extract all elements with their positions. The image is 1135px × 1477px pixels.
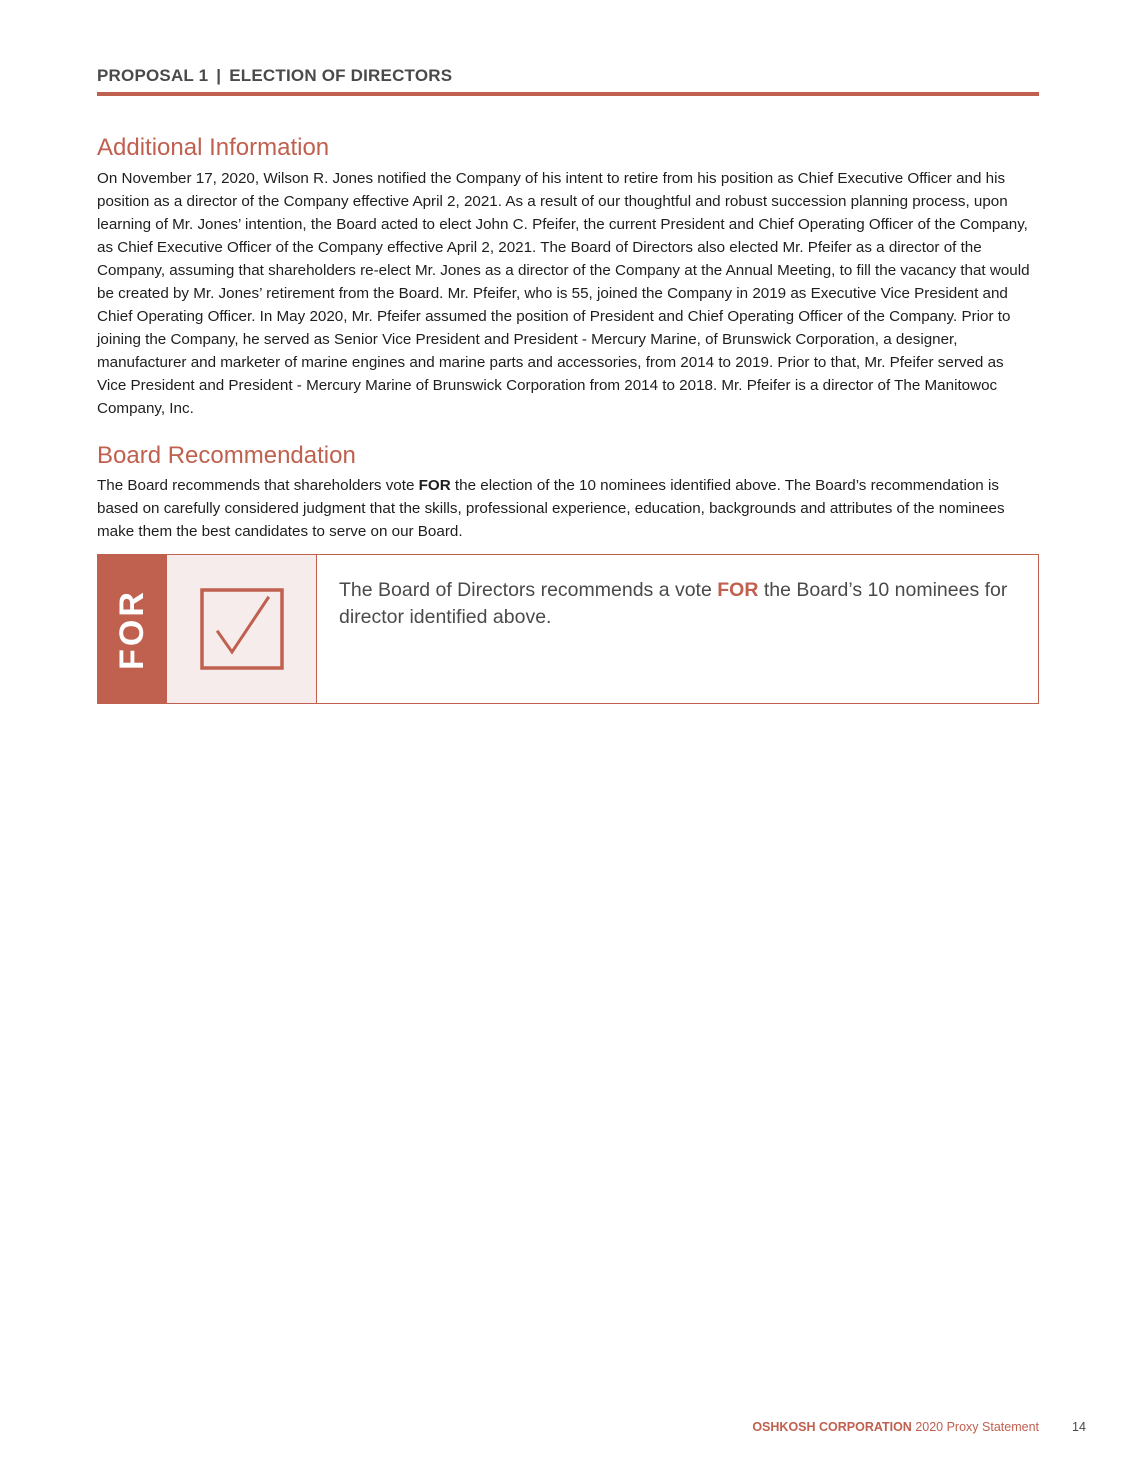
vote-text-for: FOR [717,579,759,601]
board-recommendation-text-after: the election of the 10 nominees identified above. The Board’s recommendation is based on carefully considered judgment that the skills, professional experience, education, backgrounds and attributes of the nominees make them the best candidates to serve on our Board. [97,477,1005,540]
footer-document [752,1417,1039,1437]
page-footer [0,1417,1135,1437]
board-recommendation-heading: Board Recommendation [97,442,356,469]
header-rule [97,92,1039,96]
board-recommendation-for: FOR [418,477,451,494]
additional-info-heading: Additional Information [97,134,330,161]
header-title [97,64,1039,88]
checkbox-check-icon [200,588,284,670]
page-header [97,64,1039,96]
header-separator: | [216,66,222,85]
vote-recommendation-text [317,555,1038,703]
vote-text-before: The Board of Directors recommends a vote [339,579,718,601]
header-section-title: ELECTION OF DIRECTORS [229,66,453,85]
checkbox-panel [167,555,317,703]
footer-doc-title: 2020 Proxy Statement [915,1420,1039,1434]
vote-recommendation-box [97,554,1039,704]
additional-info-body: On November 17, 2020, Wilson R. Jones notified the Company of his intent to retire from his position as Chief Executive Officer and his position as a director of the Company effective April 2, 2021. As a result of our thoughtful and robust succession planning process, upon learning of Mr. Jones’ intention, the Board acted to elect John C. Pfeifer, the current President and Chief Operating Officer of the Company, as Chief Executive Officer of the Company effective April 2, 2021. The Board of Directors also elected Mr. Pfeifer as a director of the Company, assuming that shareholders re-elect Mr. Jones as a director of the Company at the Annual Meeting, to fill the vacancy that would be created by Mr. Jones’ retirement from the Board. Mr. Pfeifer, who is 55, joined the Company in 2019 as Executive Vice President and Chief Operating Officer. In May 2020, Mr. Pfeifer assumed the position of President and Chief Operating Officer of the Company. Prior to joining the Company, he served as Senior Vice President and President - Mercury Marine, of Brunswick Corporation, a designer, manufacturer and marketer of marine engines and marine parts and accessories, from 2014 to 2019. Prior to that, Mr. Pfeifer served as Vice President and President - Mercury Marine of Brunswick Corporation from 2014 to 2018. Mr. Pfeifer is a director of The Manitowoc Company, Inc. [97,170,1030,417]
header-proposal: PROPOSAL 1 [97,66,209,85]
footer-org-name: OSHKOSH CORPORATION [752,1420,912,1434]
page-number: 14 [1072,1420,1086,1434]
for-label: FOR [113,588,151,670]
board-recommendation-body [97,474,1037,543]
board-recommendation-text-before: The Board recommends that shareholders vote [97,477,419,494]
vote-text-after: the Board’s 10 nominees for director identified above. [339,579,1008,628]
for-banner [98,555,167,703]
